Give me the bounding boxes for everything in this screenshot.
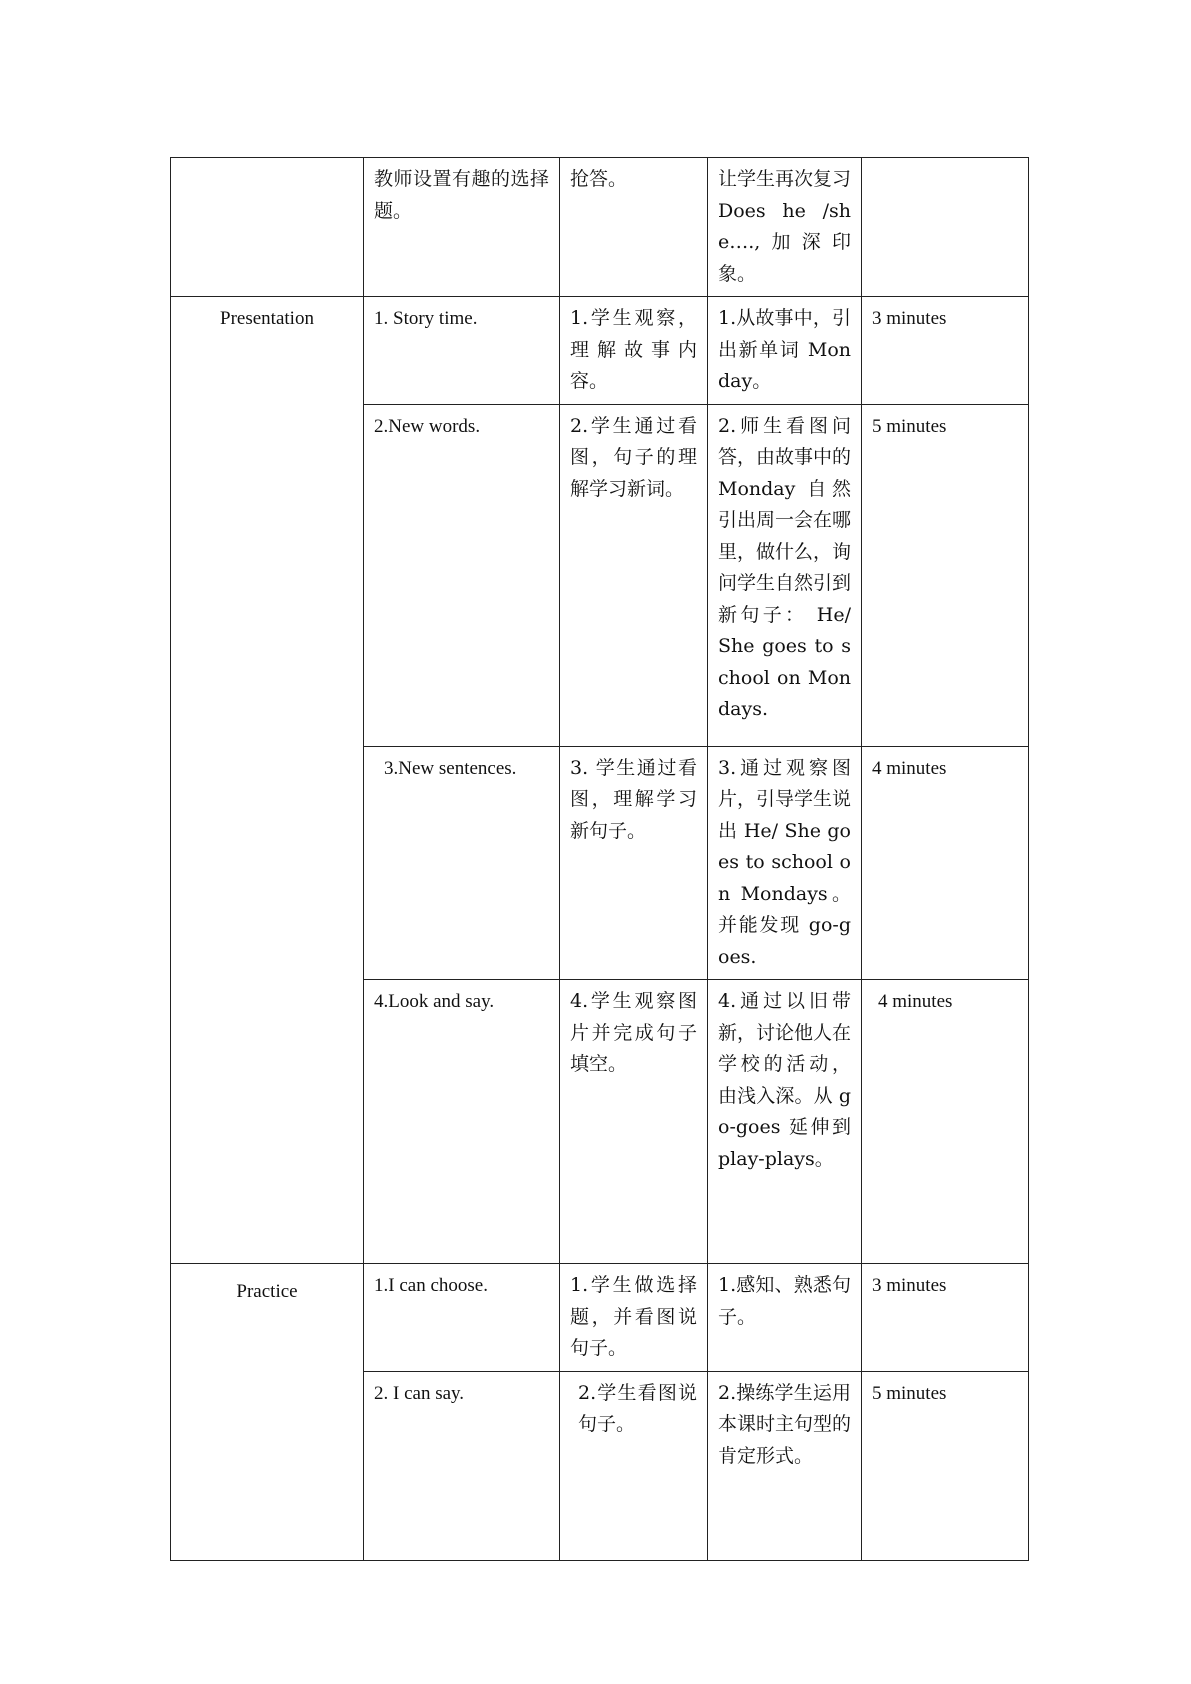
purpose-cell: 1.感知、熟悉句子。 xyxy=(708,1264,862,1372)
time-cell: 4 minutes xyxy=(862,746,1029,980)
purpose-cell: 2.操练学生运用本课时主句型的肯定形式。 xyxy=(708,1371,862,1560)
student-activity-cell: 3. 学生通过看图，理解学习新句子。 xyxy=(560,746,708,980)
content-cell: 4.Look and say. xyxy=(364,980,560,1264)
stage-presentation: Presentation xyxy=(171,297,364,1264)
purpose-cell: 4.通过以旧带新，讨论他人在学校的活动， 由浅入深。从 go-goes 延伸到 play-plays。 xyxy=(708,980,862,1264)
purpose-cell: 1.从故事中，引出新单词 Monday。 xyxy=(708,297,862,405)
purpose-cell: 2.师生看图问答，由故事中的 Monday 自然引出周一会在哪里，做什么，询问学生自然引到新句子： He/ She goes to school on Mondays. xyxy=(708,404,862,746)
time-cell: 3 minutes xyxy=(862,297,1029,405)
student-activity-cell: 2.学生看图说句子。 xyxy=(560,1371,708,1560)
lesson-plan-table xyxy=(170,157,1029,1561)
student-activity-cell: 抢答。 xyxy=(560,158,708,297)
stage-practice: Practice xyxy=(171,1264,364,1561)
table-row xyxy=(171,1264,1029,1372)
time-cell: 4 minutes xyxy=(862,980,1029,1264)
time-cell: 5 minutes xyxy=(862,404,1029,746)
table-row xyxy=(171,158,1029,297)
content-cell: 2. I can say. xyxy=(364,1371,560,1560)
content-cell: 3.New sentences. xyxy=(364,746,560,980)
table-row xyxy=(171,297,1029,405)
stage-cell-empty xyxy=(171,158,364,297)
time-cell xyxy=(862,158,1029,297)
time-cell: 3 minutes xyxy=(862,1264,1029,1372)
student-activity-cell: 1.学生观察，理解故事内容。 xyxy=(560,297,708,405)
content-cell: 1.I can choose. xyxy=(364,1264,560,1372)
student-activity-cell: 4.学生观察图片并完成句子填空。 xyxy=(560,980,708,1264)
content-cell: 2.New words. xyxy=(364,404,560,746)
student-activity-cell: 1.学生做选择题，并看图说句子。 xyxy=(560,1264,708,1372)
time-cell: 5 minutes xyxy=(862,1371,1029,1560)
student-activity-cell: 2.学生通过看图，句子的理解学习新词。 xyxy=(560,404,708,746)
content-cell: 教师设置有趣的选择题。 xyxy=(364,158,560,297)
purpose-cell: 3.通过观察图片，引导学生说出 He/ She goes to school on Mondays。并能发现 go-goes. xyxy=(708,746,862,980)
purpose-cell: 让学生再次复习 Does he /she….,加深印象。 xyxy=(708,158,862,297)
content-cell: 1. Story time. xyxy=(364,297,560,405)
